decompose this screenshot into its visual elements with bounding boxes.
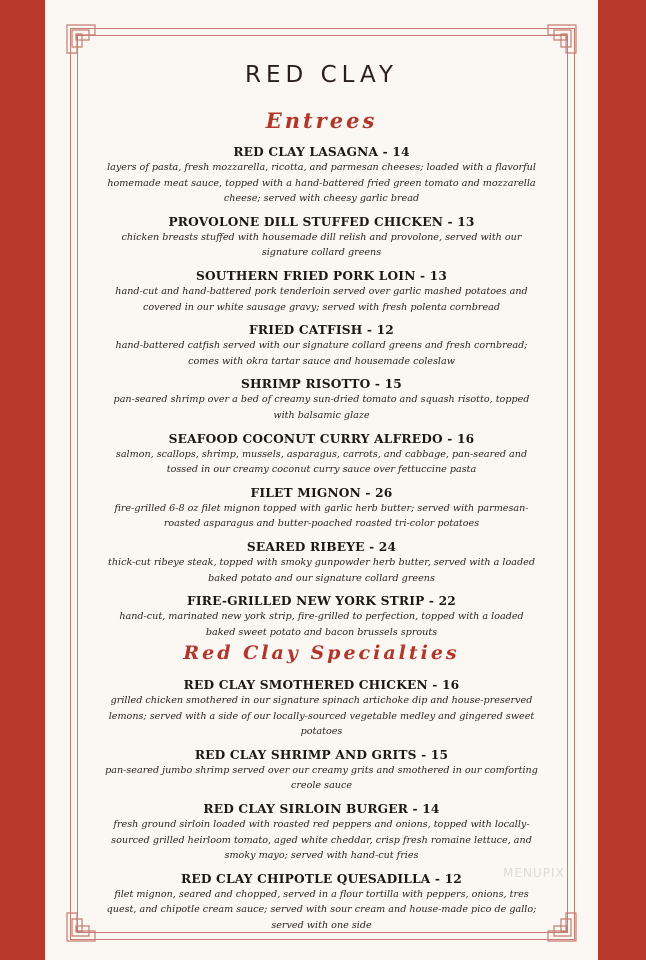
left-red-border <box>0 0 45 960</box>
item-name: RED CLAY SIRLOIN BURGER - 14 <box>203 801 440 816</box>
menu-item <box>105 871 538 934</box>
item-description: hand-cut, marinated new york strip, fire-grilled to perfection, topped with a loaded baked sweet potato and bacon brussels sprouts <box>119 611 524 638</box>
right-red-border <box>598 0 646 960</box>
item-description: grilled chicken smothered in our signature spinach artichoke dip and house-preserved lemons; served with a side of our locally-sourced vegetable medley and gingered sweet potatoes <box>108 695 535 738</box>
restaurant-name: RED CLAY <box>245 62 398 88</box>
menu-item <box>105 747 538 794</box>
item-description: salmon, scallops, shrimp, mussels, asparagus, carrots, and cabbage, pan-seared and tossed in our creamy coconut curry sauce over fettuccine pasta <box>115 448 528 476</box>
item-description: fresh ground sirloin loaded with roasted red peppers and onions, topped with locally-sourced grilled heirloom tomato, aged white cheddar, crisp fresh romaine lettuce, and smoky mayo; served with hand-cut fries <box>111 818 532 862</box>
entrees-list <box>105 144 538 640</box>
item-description: fire-grilled 6-8 oz filet mignon topped with garlic herb butter; served with parmesan-roasted asparagus and butter-poached roasted tri-color potatoes <box>114 502 529 530</box>
menu-item <box>105 322 538 369</box>
menu-item <box>105 485 538 532</box>
item-name: SOUTHERN FRIED PORK LOIN - 13 <box>195 268 448 283</box>
item-description: pan-seared jumbo shrimp served over our creamy grits and smothered in our comforting creole sauce <box>105 764 538 792</box>
menu-item <box>105 214 538 261</box>
menu-item <box>105 144 538 207</box>
item-name: SHRIMP RISOTTO - 15 <box>241 377 402 392</box>
menu-item <box>105 593 538 640</box>
item-description: hand-cut and hand-battered pork tenderloin served over garlic mashed potatoes and covered in our white sausage gravy; served with fresh polenta cornbread <box>115 285 528 313</box>
item-description: chicken breasts stuffed with housemade dill relish and provolone, served with our signature collard greens <box>121 231 522 259</box>
menu-item <box>105 677 538 740</box>
item-name: FILET MIGNON - 26 <box>250 485 393 500</box>
item-description: hand-battered catfish served with our signature collard greens and fresh cornbread; comes with okra tartar sauce and housemade coleslaw <box>115 340 528 367</box>
section-heading-specialties: Red Clay Specialties <box>183 642 460 664</box>
item-name: RED CLAY SHRIMP AND GRITS - 15 <box>194 747 449 762</box>
item-name: PROVOLONE DILL STUFFED CHICKEN - 13 <box>168 214 475 229</box>
menu-item <box>105 801 538 864</box>
item-name: FIRE-GRILLED NEW YORK STRIP - 22 <box>187 594 456 609</box>
item-name: SEARED RIBEYE - 24 <box>246 539 397 554</box>
item-description: layers of pasta, fresh mozzarella, ricotta, and parmesan cheeses; loaded with a flavorful homemade meat sauce, topped with a hand-battered fried green tomato and mozzarella cheese; served with cheesy garlic bread <box>107 162 536 205</box>
watermark: MENUPIX <box>503 866 565 880</box>
corner-ornament-bottom-right <box>532 897 578 943</box>
menu-item <box>105 376 538 423</box>
menu-item <box>105 539 538 586</box>
item-description: pan-seared shrimp over a bed of creamy sun-dried tomato and squash risotto, topped with balsamic glaze <box>113 394 530 421</box>
specialties-list <box>105 677 538 934</box>
item-description: thick-cut ribeye steak, topped with smoky gunpowder herb butter, served with a loaded baked potato and our signature collard greens <box>108 556 535 584</box>
menu-item <box>105 268 538 315</box>
item-name: FRIED CATFISH - 12 <box>249 323 394 338</box>
item-name: SEAFOOD COCONUT CURRY ALFREDO - 16 <box>168 431 475 446</box>
item-description: filet mignon, seared and chopped, served in a flour tortilla with peppers, onions, tres quest, and chipotle cream sauce; served with sour cream and house-made pico de gallo; served with one side <box>106 888 537 931</box>
menu-page <box>45 0 598 960</box>
item-name: RED CLAY SMOTHERED CHICKEN - 16 <box>183 678 460 692</box>
menu-item <box>105 431 538 478</box>
item-name: RED CLAY CHIPOTLE QUESADILLA - 12 <box>181 871 462 886</box>
item-name: RED CLAY LASAGNA - 14 <box>233 145 410 159</box>
section-heading-entrees: Entrees <box>265 108 378 133</box>
